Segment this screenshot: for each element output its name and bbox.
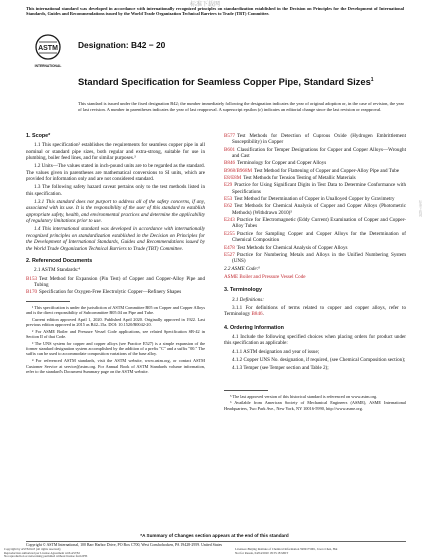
title-text: Standard Specification for Seamless Copper Pipe, Standard Sizes [78,76,371,88]
reference-link[interactable]: E255 [224,230,235,237]
footnote: Current edition approved April 1, 2020. Published April 2020. Originally approved in 1922. Last previous edition approved in 2015 as B42–15a. DOI: 10.1520/B0042-20. [26,316,205,327]
scope-heading: 1. Scope* [26,133,51,139]
license-notice-left: Copyright by ASTM Int'l (all rights reserved); Reproduction authorized per License Agreement with ASTM No reproduction or networking permitted without license from IHS [4,547,88,559]
reference-item [224,175,406,181]
footnote-rule [224,390,268,391]
svg-text:ASTM: ASTM [38,45,58,52]
reference-link[interactable]: B846 [224,160,236,167]
reference-link[interactable]: E62 [224,203,233,210]
para-4-1: 4.1 Include the following specified choices when placing orders for product under this specification as applicable: [224,333,406,347]
left-column [26,133,205,376]
reference-link[interactable]: B846 [251,311,263,318]
reference-item [224,133,406,146]
reference-title: Practice for Sampling Copper and Copper Alloys for the Determination of Chemical Composition [232,230,406,244]
reference-item [224,182,406,195]
reference-item [224,160,406,166]
para-3-1-1-text: 3.1.1 For definitions of terms related to copper and copper alloys, refer to Terminology [224,304,406,318]
license-notice-right: Licensee=Beijing Institute of Chemical Information 5999175001, User=Chen, Hui Not for Resale, 04/04/2020 18:35:18 MDT [235,547,338,555]
ordering-heading: 4. Ordering Information [224,324,284,331]
para-1-4: 1.4 This international standard was developed in accordance with internationally recognized principles on standardization established in the Decision on Principles for the Development of International Standards, Guides and Recommendations issued by the World Trade Organization Technical Barriers to Trade (TBT) Committee. [26,226,205,252]
reference-link[interactable]: E53 [224,196,233,203]
reference-title: Test Method for Flattening of Copper and Copper-Alloy Pipe and Tube [254,167,400,174]
reference-link[interactable]: E478 [224,244,235,251]
footnote: ¹ This specification is under the jurisdiction of ASTM Committee B05 on Copper and Copper Alloys and is the direct responsibility of Subcommittee B05.04 on Pipe and Tube. [26,304,205,315]
reference-title: Practice for Using Significant Digits in Test Data to Determine Conformance with Specifications [232,182,406,195]
para-3-1-1-end: . [262,311,264,318]
para-4-1-3: 4.1.3 Temper (see Temper section and Table 2); [232,365,329,372]
reference-title: Specification for Oxygen-Free Electrolytic Copper—Refinery Shapes [39,289,182,296]
reference-item [26,289,205,295]
copyright-line: Copyright © ASTM International, 100 Barr Harbor Drive, PO Box C700, West Conshohocken, PA 19428-2959. United States [26,541,406,547]
reference-title: Practice for Electromagnetic (Eddy Current) Examination of Copper and Copper-Alloy Tubes [232,217,406,230]
reference-title: Test Method for Determination of Copper in Unalloyed Copper by Gravimetry [234,196,395,203]
reference-link[interactable]: ASME Boiler and Pressure Vessel Code [224,273,306,280]
wto-note: This international standard was developed in accordance with internationally recognized principles on standardization established in the Decision on Principles for the Development of International Standards, Guides and Recommendations issued by the World Trade Organization Technical Barriers to Trade (TBT) Committee. [26,6,404,17]
para-2-1: 2.1 ASTM Standards:⁴ [34,267,81,274]
para-2-2: 2.2 ASME Code:⁶ [224,265,261,272]
para-3-1-1 [224,305,406,318]
issued-note: This standard is issued under the fixed designation B42; the number immediately following the designation indicates the year of original adoption or, in the case of revision, the year of last revision. A number in parentheses indicates the year of last reapproval. A superscript epsilon (ε) indicates an editorial change since the last revision or reapproval. [78,101,404,112]
reference-link[interactable]: B601 [224,146,236,153]
reference-item [224,147,406,160]
reference-item [224,168,406,174]
reference-link[interactable]: B170 [26,289,38,296]
reference-title: Terminology for Copper and Copper Alloys [237,160,327,167]
para-1-3-1: 1.3.1 This standard does not purport to address all of the safety concerns, if any, associated with its use. It is the responsibility of the user of this standard to establish appropriate safety, health, and environmental practices and determine the applicability of regulatory limitations prior to use. [26,199,205,225]
reference-link[interactable]: B153 [26,275,38,282]
reference-title: Test Methods for Tension Testing of Metallic Materials [243,175,356,182]
para-4-1-2: 4.1.2 Copper UNS No. designation, if required, (see Chemical Composition section); [232,356,406,363]
terminology-heading: 3. Terminology [224,287,262,294]
reference-item [224,196,406,202]
title-footnote-mark: 1 [370,77,374,83]
reference-title: Test Method for Expansion (Pin Test) of Copper and Copper-Alloy Pipe and Tubing [34,275,205,288]
para-1-1: 1.1 This specification² establishes the requirements for seamless copper pipe in all nominal or standard pipe sizes, both regular and extra-strong, suitable for use in plumbing, boiler feed lines, and for similar purposes.³ [26,142,205,162]
footnote: ⁴ For referenced ASTM standards, visit the ASTM website, www.astm.org, or contact ASTM Customer Service at service@astm.org. For Annual Book of ASTM Standards volume information, refer to the standard's Document Summary page on the ASTM website. [26,358,205,374]
astm-logo [33,34,63,74]
reference-link[interactable]: B577 [224,133,236,139]
reference-link[interactable]: E527 [224,251,235,258]
asme-reference [224,274,406,280]
para-3-1: 3.1 Definitions: [232,296,264,303]
footnote: ³ The UNS system for copper and copper alloys (see Practice E527) is a simple expansion of the former standard designation system accomplished by the addition of a prefix "C" and a suffix "00." The suffix can be used to accommodate composition variations of the base alloy. [26,340,205,357]
referenced-documents-heading: 2. Referenced Documents [26,257,93,264]
reference-item [224,217,406,230]
reference-link[interactable]: E8/E8M [224,175,242,182]
para-1-3: 1.3 The following safety hazard caveat pertains only to the test methods listed in this specification. [26,184,205,197]
footnote-rule [26,301,70,302]
reference-item [26,276,205,289]
reference-title: Test Methods for Chemical Analysis of Copper Alloys [236,244,348,251]
footnote: ² For ASME Boiler and Pressure Vessel Code applications, see related Specification SB-42 in Section II of that Code. [26,328,205,340]
para-4-1-1: 4.1.1 ASTM designation and year of issue; [232,348,320,355]
watermark: 标准下载网 [190,1,221,8]
reference-item [224,252,406,265]
reference-title: Classification for Temper Designations for Copper and Copper Alloys—Wrought and Cast [232,146,406,160]
designation: Designation: B42 − 20 [78,40,166,50]
footnote: ⁵ The last approved version of this historical standard is referenced on www.astm.org. [230,393,378,399]
reference-item [224,231,406,244]
reference-link[interactable]: E243 [224,217,235,224]
para-1-2: 1.2 Units—The values stated in inch-pound units are to be regarded as the standard. The values given in parentheses are mathematical conversions to SI units, which are provided for information only and are not considered standard. [26,163,205,183]
svg-text:INTERNATIONAL: INTERNATIONAL [34,64,62,68]
document-title [78,75,398,88]
summary-note: *A Summary of Changes section appears at the end of this standard [140,533,289,538]
reference-link[interactable]: E29 [224,182,233,189]
reference-title: Test Methods for Chemical Analysis of Copper and Copper Alloys (Photometric Methods) (Withdrawn 2010)⁵ [232,203,406,216]
right-column [224,133,406,413]
reference-title: Practice for Numbering Metals and Alloys in the Unified Numbering System (UNS) [232,251,406,265]
reference-title: Test Methods for Detection of Cuprous Oxide (Hydrogen Embrittlement Susceptibility) in Copper [232,133,406,146]
reference-item [224,245,406,251]
footnote: ⁶ Available from American Society of Mechanical Engineers (ASME), ASME International Headquarters, Two Park Ave., New York, NY 10016-5990, http://www.asme.org. [224,400,406,411]
side-stamp: 标准下载网 [418,200,422,217]
reference-link[interactable]: B968/B968M [224,167,253,174]
reference-item [224,203,406,216]
